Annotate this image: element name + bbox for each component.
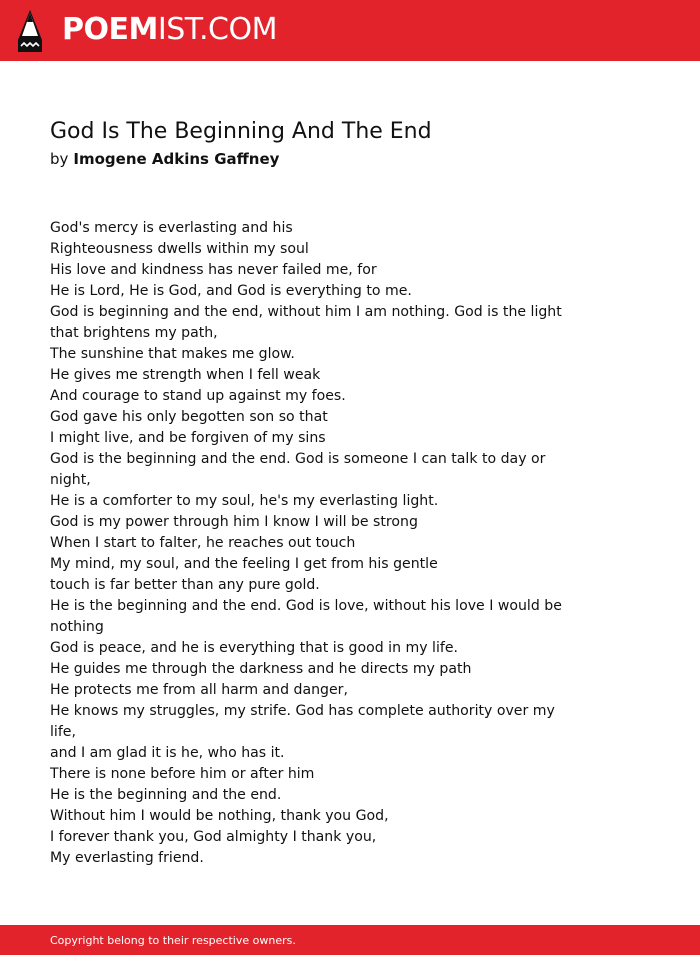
poem-line: He is Lord, He is God, and God is everything to me. [50,283,412,299]
poem-line: God gave his only begotten son so that [50,409,328,425]
by-label: by [50,150,69,168]
poem-line: nothing [50,619,104,635]
poem-line: God is the beginning and the end. God is someone I can talk to day or [50,451,546,467]
poem-line: He is a comforter to my soul, he's my everlasting light. [50,493,439,509]
site-footer [0,925,700,955]
poem-line: that brightens my path, [50,325,218,341]
site-logo[interactable] [62,12,277,48]
poem-line: Righteousness dwells within my soul [50,241,309,257]
poem-line: He gives me strength when I fell weak [50,367,321,383]
poem-body [50,218,580,869]
poem-line: He guides me through the darkness and he directs my path [50,661,472,677]
poem-line: night, [50,472,91,488]
poem-line: I might live, and be forgiven of my sins [50,430,326,446]
poem-line: touch is far better than any pure gold. [50,577,320,593]
poem-line: He is the beginning and the end. [50,787,282,803]
logo-text-bold: POEM [62,12,158,47]
poem-line: The sunshine that makes me glow. [50,346,295,362]
poem-line: He is the beginning and the end. God is love, without his love I would be [50,598,562,614]
poem-title: God Is The Beginning And The End [50,119,432,144]
byline [50,149,279,169]
site-header [0,0,700,61]
poem-line: God's mercy is everlasting and his [50,220,293,236]
poem-line: God is my power through him I know I will be strong [50,514,418,530]
copyright-notice: Copyright belong to their respective owners. [50,934,296,947]
poem-line: And courage to stand up against my foes. [50,388,346,404]
poem-line: Without him I would be nothing, thank you God, [50,808,389,824]
poem-line: My everlasting friend. [50,850,204,866]
poem-line: My mind, my soul, and the feeling I get from his gentle [50,556,438,572]
poem-line: I forever thank you, God almighty I thank you, [50,829,377,845]
logo-text-light: IST.COM [157,12,277,47]
poem-line: He protects me from all harm and danger, [50,682,348,698]
poem-line: There is none before him or after him [50,766,315,782]
poem-line: God is peace, and he is everything that is good in my life. [50,640,458,656]
pencil-icon[interactable] [18,10,42,52]
poem-line: His love and kindness has never failed me, for [50,262,377,278]
poem-line: and I am glad it is he, who has it. [50,745,285,761]
poem-line: When I start to falter, he reaches out touch [50,535,356,551]
poem-line: God is beginning and the end, without him I am nothing. God is the light [50,304,562,320]
poem-line: He knows my struggles, my strife. God has complete authority over my life, [50,703,555,740]
author-name: Imogene Adkins Gaffney [73,150,280,168]
